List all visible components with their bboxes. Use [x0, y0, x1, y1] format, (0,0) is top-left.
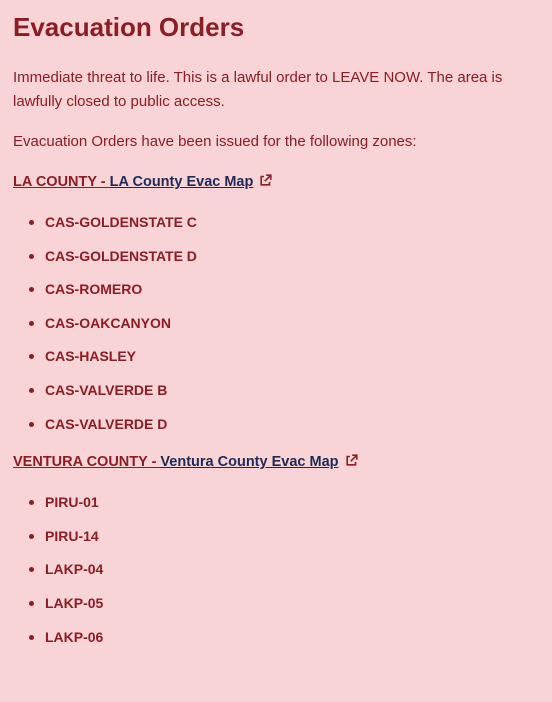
zone-item: LAKP-05: [13, 593, 539, 627]
la-zone-list: [13, 212, 539, 447]
zone-item: CAS-OAKCANYON: [13, 313, 539, 347]
county-name-la: LA COUNTY -: [13, 174, 110, 190]
zone-item: PIRU-14: [13, 526, 539, 560]
zone-item: PIRU-01: [13, 492, 539, 526]
zone-item: CAS-GOLDENSTATE D: [13, 246, 539, 280]
la-county-evac-map-link[interactable]: LA County Evac Map: [109, 174, 254, 190]
zone-item: CAS-ROMERO: [13, 279, 539, 313]
county-header-la: [13, 171, 539, 194]
intro-text: Immediate threat to life. This is a lawful order to LEAVE NOW. The area is lawfully closed to public access.: [13, 69, 503, 110]
zone-item: CAS-VALVERDE D: [13, 414, 539, 448]
external-link-icon[interactable]: [259, 172, 272, 194]
zone-item: LAKP-06: [13, 627, 539, 661]
zones-intro-text: Evacuation Orders have been issued for the following zones:: [13, 133, 417, 150]
zone-item: CAS-VALVERDE B: [13, 380, 539, 414]
zone-item: CAS-HASLEY: [13, 346, 539, 380]
ventura-zone-list: [13, 492, 539, 660]
zone-item: LAKP-04: [13, 559, 539, 593]
external-link-icon[interactable]: [345, 452, 358, 474]
county-name-ventura: VENTURA COUNTY -: [13, 454, 161, 471]
ventura-county-evac-map-link[interactable]: Ventura County Evac Map: [160, 454, 339, 471]
county-header-ventura: [13, 451, 539, 474]
page-title: Evacuation Orders: [13, 12, 245, 42]
zone-item: CAS-GOLDENSTATE C: [13, 212, 539, 246]
